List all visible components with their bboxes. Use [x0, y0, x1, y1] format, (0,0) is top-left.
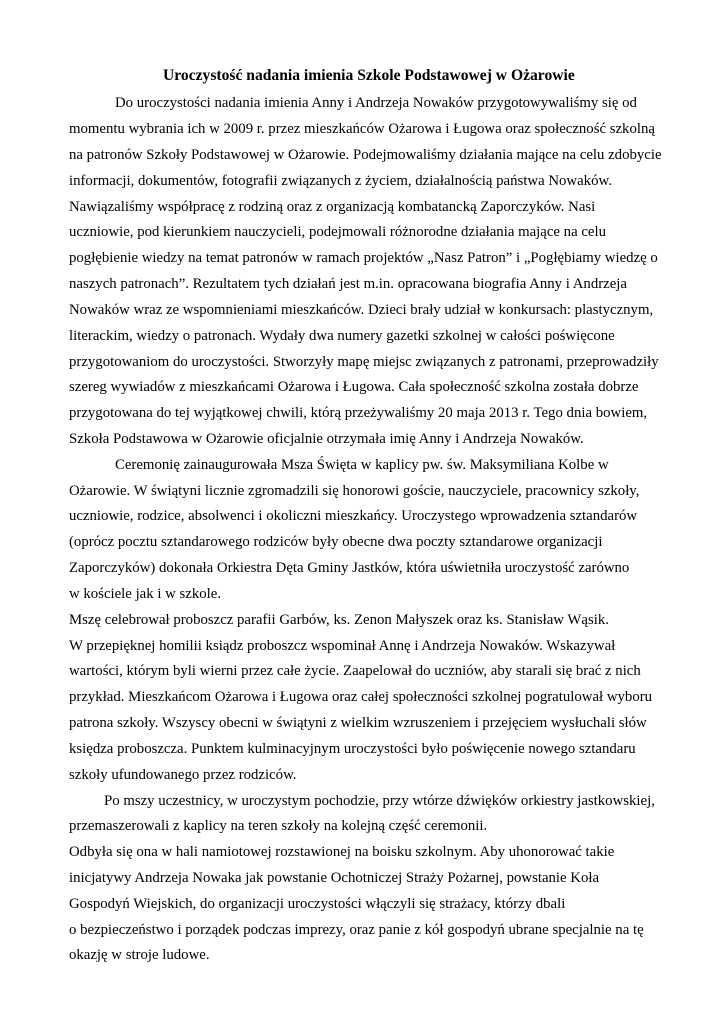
- text-line: księdza proboszcza. Punktem kulminacyjnym uroczystości było poświęcenie nowego sztandaru: [69, 741, 636, 757]
- text-line: uczniowie, rodzice, absolwenci i okoliczni mieszkańcy. Uroczystego wprowadzenia sztandarów: [69, 508, 638, 524]
- text-line: na patronów Szkoły Podstawowej w Ożarowie. Podejmowaliśmy działania mające na celu zdobycie: [69, 147, 662, 163]
- text-line: momentu wybrania ich w 2009 r. przez mieszkańców Ożarowa i Ługowa oraz społeczność szkolną: [69, 121, 655, 137]
- text-line: przykład. Mieszkańcom Ożarowa i Ługowa oraz całej społeczności szkolnej pogratulował wyboru: [69, 689, 653, 705]
- text-line: (oprócz pocztu sztandarowego rodziców były obecne dwa poczty sztandarowe organizacji: [69, 534, 603, 550]
- text-line: uczniowie, pod kierunkiem nauczycieli, podejmowali różnorodne działania mające na celu: [69, 224, 606, 240]
- text-line: Nawiązaliśmy współpracę z rodziną oraz z organizacją kombatancką Zaporczyków. Nasi: [69, 199, 596, 215]
- text-line: Ożarowie. W świątyni licznie zgromadzili się honorowi goście, nauczyciele, pracownicy szkoły,: [69, 483, 640, 499]
- text-line: Odbyła się ona w hali namiotowej rozstawionej na boisku szkolnym. Aby uhonorować takie: [69, 844, 615, 860]
- text-line: inicjatywy Andrzeja Nowaka jak powstanie Ochotniczej Straży Pożarnej, powstanie Koła: [69, 870, 600, 886]
- text-line: szkoły ufundowanego przez rodziców.: [69, 767, 297, 783]
- text-line: Do uroczystości nadania imienia Anny i Andrzeja Nowaków przygotowywaliśmy się od: [115, 95, 637, 111]
- text-line: szereg wywiadów z mieszkańcami Ożarowa i Ługowa. Cała społeczność szkolna została dobrze: [69, 379, 639, 395]
- text-line: wartości, którym byli wierni przez całe życie. Zaapelował do uczniów, aby starali się brać z nich: [69, 663, 641, 679]
- text-line: literackim, wiedzy o patronach. Wydały dwa numery gazetki szkolnej w całości poświęcone: [69, 328, 615, 344]
- text-line: patrona szkoły. Wszyscy obecni w świątyni z wielkim wzruszeniem i przejęciem wysłuchali słów: [69, 715, 647, 731]
- text-line: Szkoła Podstawowa w Ożarowie oficjalnie otrzymała imię Anny i Andrzeja Nowaków.: [69, 431, 584, 447]
- text-line: Gospodyń Wiejskich, do organizacji uroczystości włączyli się strażacy, którzy dbali: [69, 896, 566, 912]
- text-line: przygotowaniom do uroczystości. Stworzyły mapę miejsc związanych z patronami, przeprowadziły: [69, 354, 659, 370]
- text-line: o bezpieczeństwo i porządek podczas imprezy, oraz panie z kół gospodyń ubrane specjalnie na tę: [69, 922, 644, 938]
- text-line: Ceremonię zainaugurowała Msza Święta w kaplicy pw. św. Maksymiliana Kolbe w: [115, 457, 609, 473]
- text-line: okazję w stroje ludowe.: [69, 947, 210, 963]
- text-line: Po mszy uczestnicy, w uroczystym pochodzie, przy wtórze dźwięków orkiestry jastkowskiej,: [104, 793, 655, 809]
- document-title: Uroczystość nadania imienia Szkole Podstawowej w Ożarowie: [163, 67, 575, 84]
- text-line: Mszę celebrował proboszcz parafii Garbów, ks. Zenon Małyszek oraz ks. Stanisław Wąsik.: [69, 612, 609, 628]
- text-line: pogłębienie wiedzy na temat patronów w ramach projektów „Nasz Patron” i „Pogłębiamy wiedzę o: [69, 250, 658, 266]
- text-line: w kościele jak i w szkole.: [69, 586, 222, 602]
- text-line: naszych patronach”. Rezultatem tych działań jest m.in. opracowana biografia Anny i Andrzeja: [69, 276, 627, 292]
- text-line: Zaporczyków) dokonała Orkiestra Dęta Gminy Jastków, która uświetniła uroczystość zarówno: [69, 560, 630, 576]
- text-line: Nowaków wraz ze wspomnieniami mieszkańców. Dzieci brały udział w konkursach: plastycznym,: [69, 302, 654, 318]
- text-line: przemaszerowali z kaplicy na teren szkoły na kolejną część ceremonii.: [69, 818, 488, 834]
- text-line: W przepięknej homilii ksiądz proboszcz wspominał Annę i Andrzeja Nowaków. Wskazywał: [69, 638, 616, 654]
- text-line: informacji, dokumentów, fotografii związanych z życiem, działalnością państwa Nowaków.: [69, 173, 612, 189]
- text-line: przygotowana do tej wyjątkowej chwili, którą przeżywaliśmy 20 maja 2013 r. Tego dnia bowiem,: [69, 405, 648, 421]
